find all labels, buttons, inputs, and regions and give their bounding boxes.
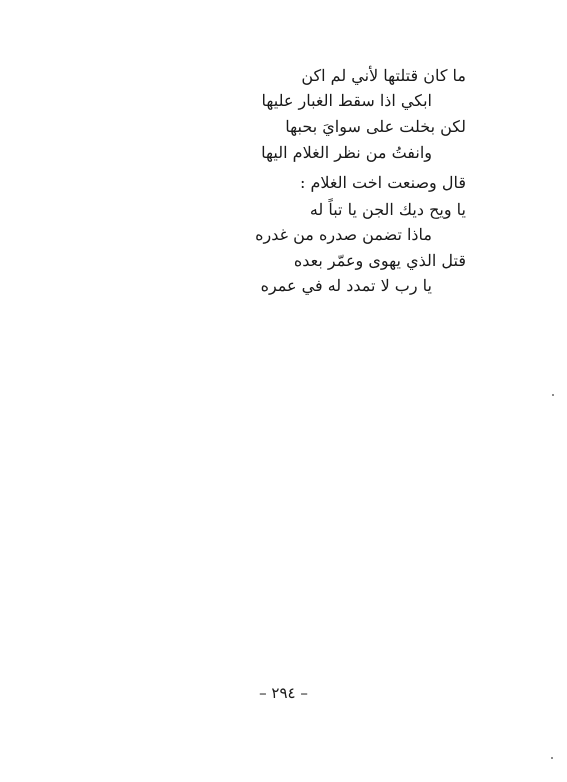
verse-line: يا ويح ديك الجن يا تباً له xyxy=(309,200,466,219)
verse-line: لكن بخلت على سوايَ بحبها xyxy=(285,117,466,136)
verse-line: قتل الذي يهوى وعمّر بعده xyxy=(293,251,466,270)
verse-line: وانفتُ من نظر الغلام اليها xyxy=(261,143,432,162)
verse-line: ابكي اذا سقط الغبار عليها xyxy=(261,91,432,110)
scan-speck xyxy=(552,394,554,396)
verse-line: ما كان قتلتها لأني لم اكن xyxy=(301,66,466,85)
verse-line: ماذا تضمن صدره من غدره xyxy=(255,225,432,244)
page-number: – ٢٩٤ – xyxy=(259,684,308,702)
section-heading: قال وصنعت اخت الغلام : xyxy=(300,173,466,192)
scan-speck xyxy=(551,757,553,759)
verse-line: يا رب لا تمدد له في عمره xyxy=(260,276,432,295)
